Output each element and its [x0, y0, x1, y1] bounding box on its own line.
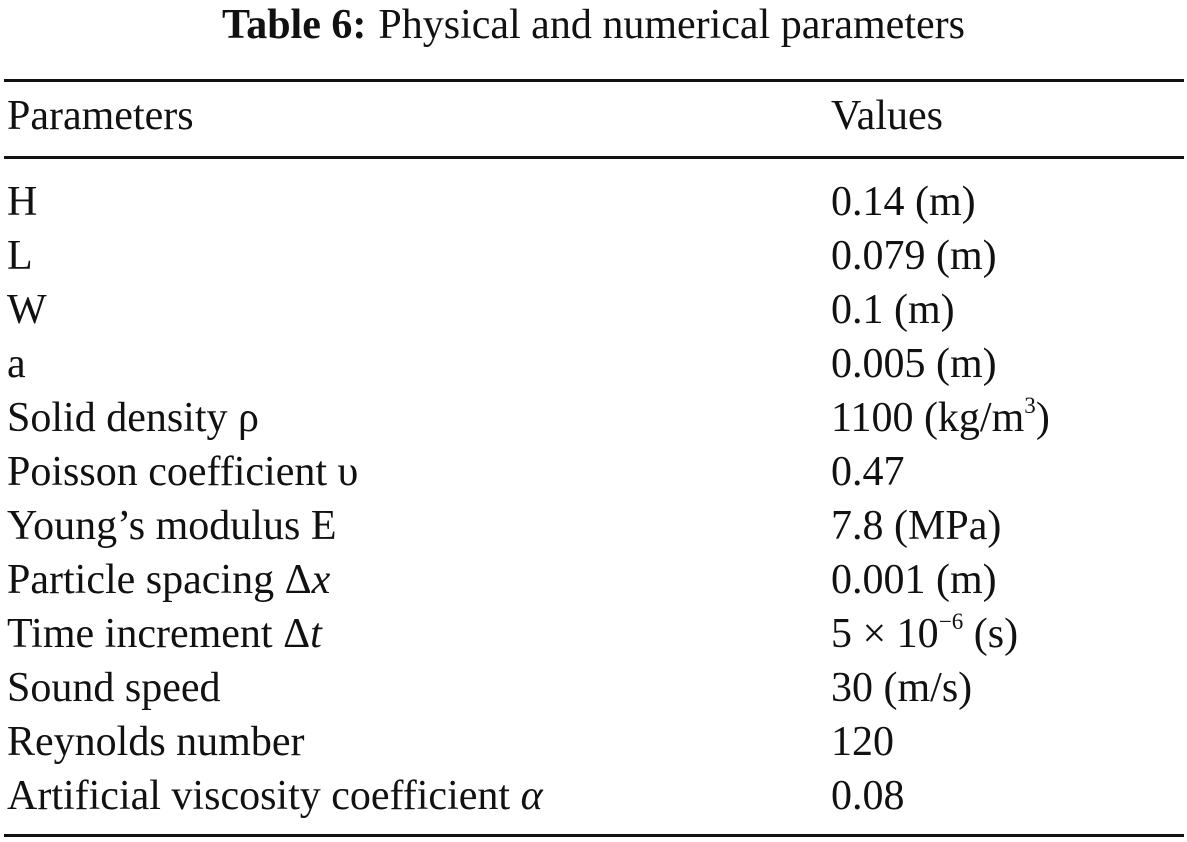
param-name: Sound speed: [7, 665, 221, 711]
header-values: Values: [831, 93, 943, 139]
param-value: 0.079 (m): [831, 233, 997, 279]
param-name: a: [7, 341, 26, 387]
table-row: [0, 175, 1187, 229]
param-value-superscript: −6: [938, 607, 964, 634]
param-value: 0.001 (m): [831, 557, 997, 603]
table-row: [0, 607, 1187, 661]
table-header-rule: [4, 156, 1184, 159]
table-caption: [0, 0, 1187, 52]
param-name: Reynolds number: [7, 719, 305, 765]
table-row: [0, 553, 1187, 607]
param-value: 0.005 (m): [831, 341, 997, 387]
table-row: [0, 283, 1187, 337]
param-name: [7, 445, 358, 499]
table-top-rule: [4, 79, 1184, 82]
param-value-main: 1100 (kg/m: [831, 395, 1025, 441]
param-name: Young’s modulus E: [7, 503, 337, 549]
param-name-text: Artificial viscosity coefficient: [7, 773, 521, 819]
param-symbol: ρ: [238, 395, 259, 441]
table-bottom-rule: [4, 834, 1184, 837]
param-value-tail: (s): [963, 611, 1019, 657]
param-name: H: [7, 179, 38, 225]
param-value-superscript: 3: [1024, 391, 1036, 418]
table-caption-text: Physical and numerical parameters: [378, 2, 965, 48]
param-value: 30 (m/s): [831, 665, 973, 711]
param-name: [7, 769, 543, 823]
param-symbol: x: [311, 557, 331, 603]
param-value: [831, 391, 1050, 445]
table-row: [0, 715, 1187, 769]
header-parameters: Parameters: [7, 93, 194, 139]
param-value-tail: ): [1035, 395, 1050, 441]
param-name: [7, 553, 330, 607]
param-name: [7, 607, 322, 661]
param-value: 0.14 (m): [831, 179, 976, 225]
param-name-text: Particle spacing Δ: [7, 557, 312, 603]
table-row: [0, 337, 1187, 391]
table-body: [0, 175, 1187, 823]
param-symbol: t: [310, 611, 322, 657]
table-caption-label: Table 6:: [222, 2, 367, 48]
param-name-text: Time increment Δ: [7, 611, 311, 657]
param-name: [7, 391, 259, 445]
table-row: [0, 229, 1187, 283]
param-name: L: [7, 233, 33, 279]
param-name: W: [7, 287, 47, 333]
table-row: [0, 661, 1187, 715]
table-row: [0, 445, 1187, 499]
table-row: [0, 769, 1187, 823]
param-value: 0.47: [831, 449, 905, 495]
param-name-text: Poisson coefficient: [7, 449, 338, 495]
param-value: 120: [831, 719, 894, 765]
param-name-text: Solid density: [7, 395, 239, 441]
param-value: 0.1 (m): [831, 287, 955, 333]
param-symbol: α: [520, 773, 543, 819]
param-value: 0.08: [831, 773, 905, 819]
table-row: [0, 391, 1187, 445]
param-symbol: υ: [337, 449, 359, 495]
param-value-main: 5 × 10: [831, 611, 939, 657]
table-row: [0, 499, 1187, 553]
param-value: 7.8 (MPa): [831, 503, 1002, 549]
table-header-row: [0, 88, 1187, 144]
param-value: [831, 607, 1018, 661]
